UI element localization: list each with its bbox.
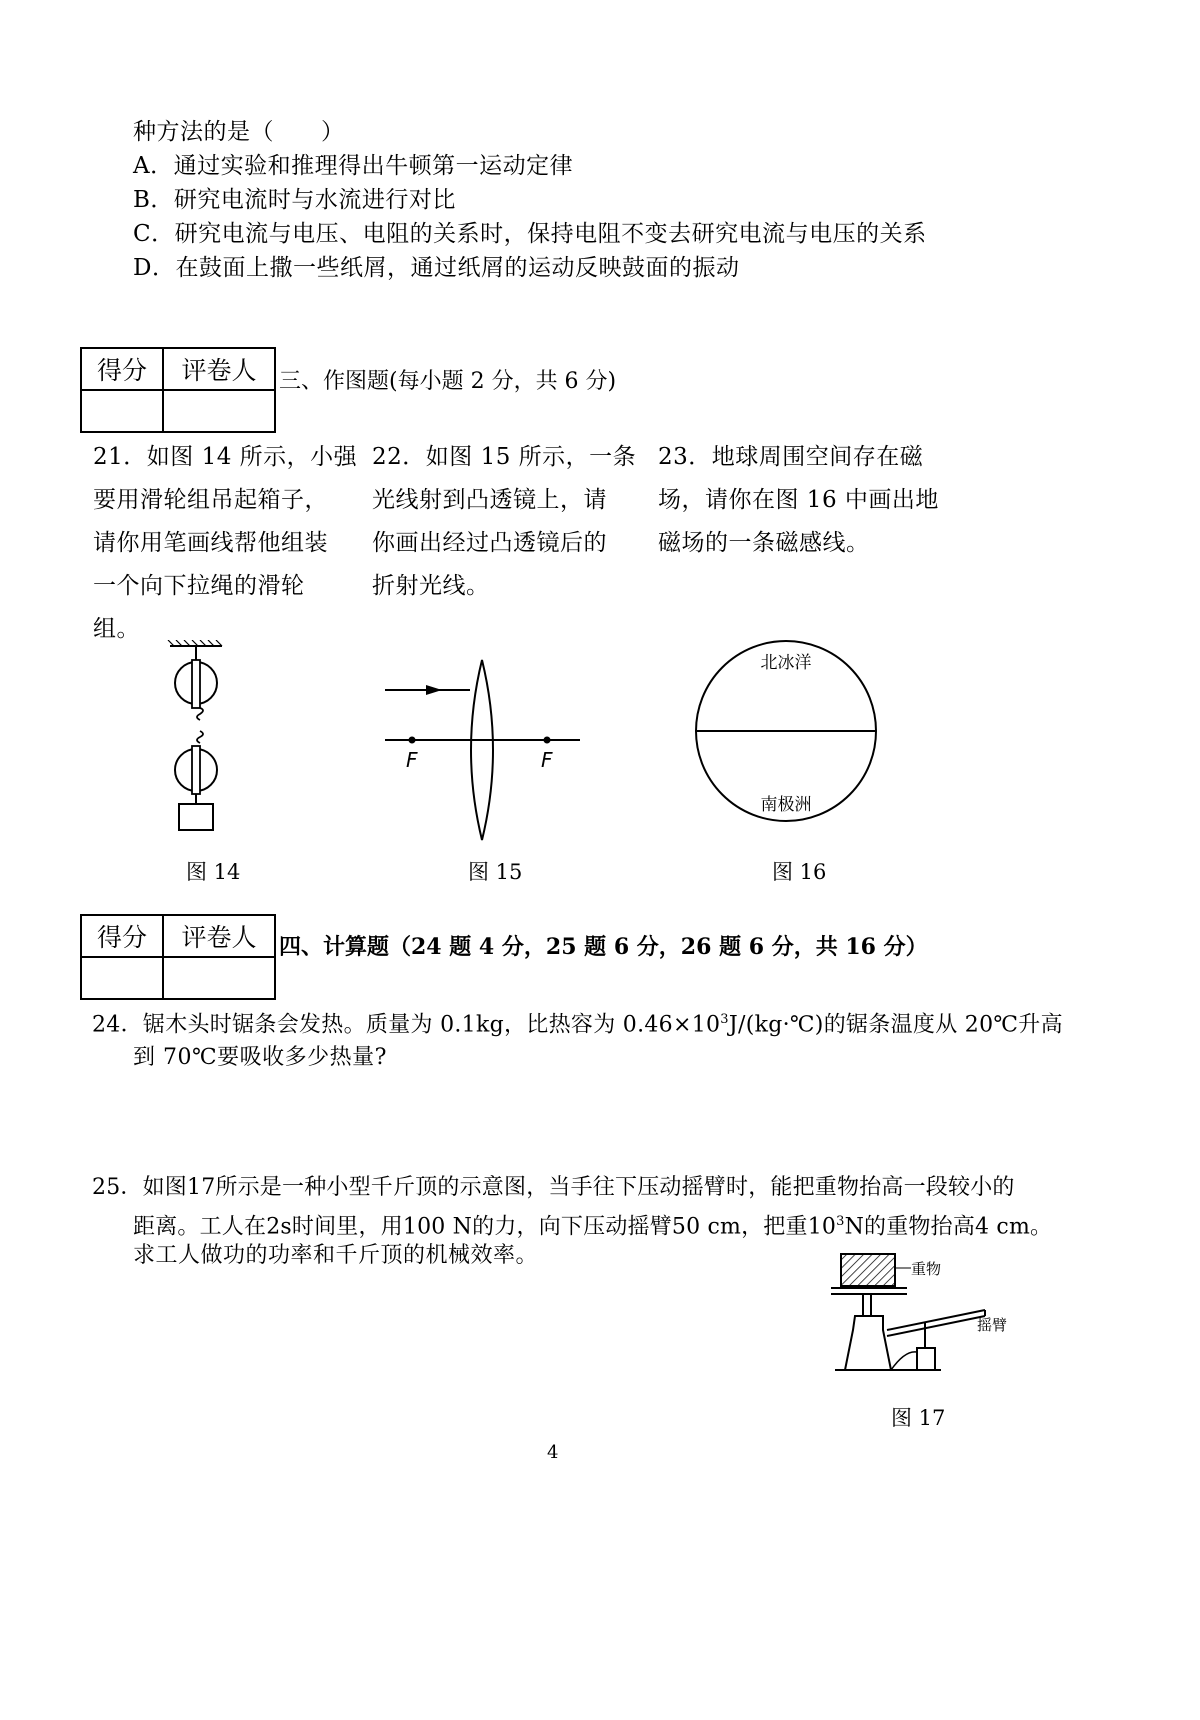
arm-label: 摇臂 xyxy=(977,1316,1008,1334)
q25-line3: 求工人做功的功率和千斤顶的机械效率。 xyxy=(133,1243,539,1268)
page-number: 4 xyxy=(547,1442,559,1463)
q25-line1: 25．如图17所示是一种小型千斤顶的示意图，当手往下压动摇臂时，能把重物抬高一段较小的 xyxy=(92,1175,1015,1200)
q21-text: 21．如图 14 所示，小强 要用滑轮组吊起箱子， 请你用笔画线帮他组装 一个向下拉绳的滑轮 组。 xyxy=(93,444,358,642)
q20-option-b: B．研究电流时与水流进行对比 xyxy=(133,187,456,213)
q24-line2: 到 70℃要吸收多少热量? xyxy=(133,1045,387,1070)
focus-right-label: F xyxy=(541,748,553,772)
grader-label: 评卷人 xyxy=(163,348,275,390)
weight-label: 重物 xyxy=(911,1260,942,1278)
figure-15-lens xyxy=(380,655,590,845)
q20-option-a: A．通过实验和推理得出牛顿第一运动定律 xyxy=(133,153,574,179)
figure-16-earth xyxy=(694,638,884,828)
section4-title: 四、计算题（24 题 4 分，25 题 6 分，26 题 6 分，共 16 分） xyxy=(279,934,928,960)
q23-text: 23．地球周围空间存在磁 场，请你在图 16 中画出地 磁场的一条磁感线。 xyxy=(658,444,939,556)
focus-left-label: F xyxy=(406,748,418,772)
figure-17-jack xyxy=(825,1250,1035,1410)
score-box-section3 xyxy=(80,347,276,433)
q20-stem: 种方法的是（ ） xyxy=(133,119,345,145)
score-label: 得分 xyxy=(81,915,163,957)
arctic-label: 北冰洋 xyxy=(760,653,812,673)
figure-15-caption: 图 15 xyxy=(468,860,523,884)
q25-line2: 距离。工人在2s时间里，用100 N的力，向下压动摇臂50 cm，把重$10^3N$的重物抬高4 cm。 xyxy=(133,1214,1053,1240)
grader-label: 评卷人 xyxy=(163,915,275,957)
grader-cell[interactable] xyxy=(163,957,275,999)
q22-text: 22．如图 15 所示，一条 光线射到凸透镜上，请 你画出经过凸透镜后的 折射光线。 xyxy=(372,444,637,599)
q20-option-c: C．研究电流与电压、电阻的关系时，保持电阻不变去研究电流与电压的关系 xyxy=(133,221,927,247)
figure-16-caption: 图 16 xyxy=(772,860,827,884)
section3-title: 三、作图题(每小题 2 分，共 6 分) xyxy=(279,369,617,394)
score-label: 得分 xyxy=(81,348,163,390)
q20-option-d: D．在鼓面上撒一些纸屑，通过纸屑的运动反映鼓面的振动 xyxy=(133,255,740,281)
antarctica-label: 南极洲 xyxy=(760,795,812,815)
figure-14-pulleys xyxy=(160,640,260,840)
score-cell[interactable] xyxy=(81,390,163,432)
q24-line1: 24．锯木头时锯条会发热。质量为 0.1kg，比热容为 $0.46\times 10^3J/(kg\cdot℃)$的锯条温度从 20℃升高 xyxy=(92,1012,1063,1038)
grader-cell[interactable] xyxy=(163,390,275,432)
figure-17-caption: 图 17 xyxy=(891,1406,946,1430)
figure-14-caption: 图 14 xyxy=(186,860,241,884)
score-box-section4 xyxy=(80,914,276,1000)
score-cell[interactable] xyxy=(81,957,163,999)
